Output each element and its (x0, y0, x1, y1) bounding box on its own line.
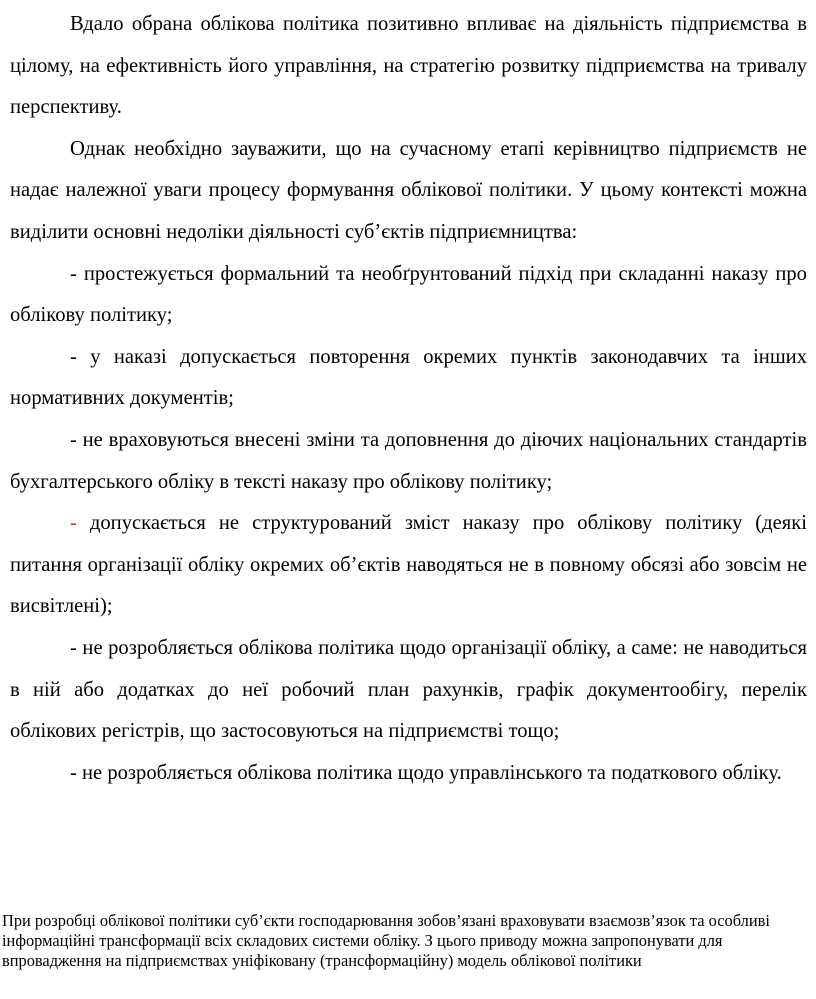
document-body (10, 4, 807, 794)
note-block (2, 911, 814, 972)
list-item-text: у наказі допускається повторення окремих пунктів законодавчих та інших нормативних документів; (10, 345, 807, 410)
list-item-text: допускається не структурований зміст наказу про облікову політику (деякі питання організації обліку окремих об’єктів наводяться не в повному обсязі або зовсім не висвітлені); (10, 512, 807, 618)
list-dash: - (70, 428, 83, 451)
list-item (10, 337, 807, 420)
paragraph: Вдало обрана облікова політика позитивно впливає на діяльність підприємства в цілому, на ефективність його управління, на стратегію розвитку підприємства на тривалу перспективу. (10, 13, 807, 119)
list-item (10, 420, 807, 503)
list-dash: - (70, 636, 83, 659)
list-dash: - (70, 512, 90, 535)
list-dash: - (70, 345, 91, 368)
list-dash: - (70, 761, 83, 784)
note-text: При розробці облікової політики суб’єкти господарювання зобов’язані враховувати взаємозв’язок та особливі інформаційні трансформації всіх складових системи обліку. З цього приводу можна запропонувати для впровадження на підприємствах уніфіковану (трансформаційну) модель облікової політики (2, 911, 770, 971)
list-item (10, 753, 807, 795)
list-item-text: простежується формальний та необґрунтований підхід при складанні наказу про облікову політику; (10, 262, 807, 327)
list-item-text: не враховуються внесені зміни та доповнення до діючих національних стандартів бухгалтерського обліку в тексті наказу про облікову політику; (10, 428, 807, 493)
list-item-text: не розробляється облікова політика щодо управлінського та податкового обліку. (82, 761, 782, 784)
paragraph: Однак необхідно зауважити, що на сучасному етапі керівництво підприємств не надає належної уваги процесу формування облікової політики. У цьому контексті можна виділити основні недоліки діяльності суб’єктів підприємництва: (10, 137, 807, 243)
list-dash: - (70, 262, 84, 285)
list-item (10, 254, 807, 337)
list-item (10, 628, 807, 753)
list-item (10, 503, 807, 628)
list-item-text: не розробляється облікова політика щодо організації обліку, а саме: не наводиться в ній або додатках до неї робочий план рахунків, графік документообігу, перелік облікових регістрів, що застосовуються на підприємстві тощо; (10, 636, 807, 743)
